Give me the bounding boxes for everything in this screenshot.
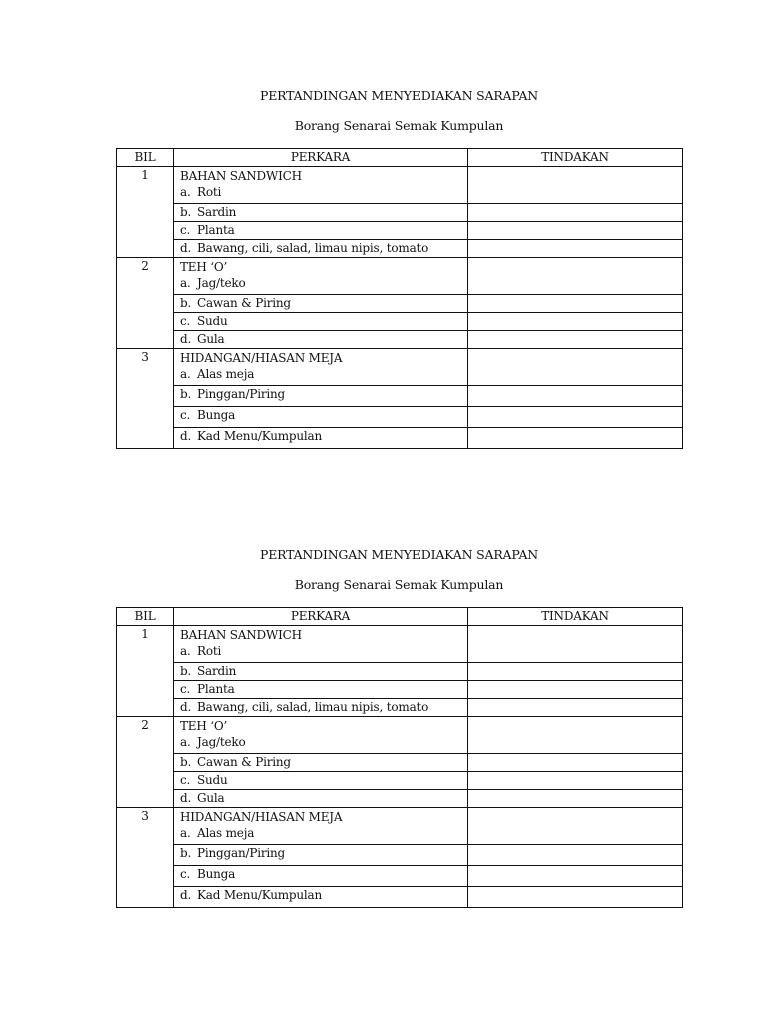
table-row <box>117 699 683 717</box>
group-heading: TEH ‘O’ <box>180 260 228 274</box>
table-row <box>117 845 683 866</box>
table-row <box>117 717 683 754</box>
tindakan-cell[interactable] <box>468 626 683 663</box>
item-cell <box>174 772 468 790</box>
item-cell <box>174 790 468 808</box>
checklist-table <box>116 148 683 449</box>
header-perkara: PERKARA <box>174 608 468 626</box>
item-text: Sardin <box>197 664 237 678</box>
form-title: PERTANDINGAN MENYEDIAKAN SARAPAN <box>259 88 539 103</box>
item-text: Bawang, cili, salad, limau nipis, tomato <box>197 241 429 255</box>
item-cell <box>174 240 468 258</box>
item-text: Bunga <box>197 867 236 881</box>
item-cell <box>174 887 468 908</box>
tindakan-cell[interactable] <box>468 204 683 222</box>
table-row <box>117 681 683 699</box>
item-text: Pinggan/Piring <box>197 846 286 860</box>
table-row <box>117 808 683 845</box>
item-text: Planta <box>197 223 235 237</box>
tindakan-cell[interactable] <box>468 386 683 407</box>
item-letter: a. <box>180 826 191 840</box>
bil-cell: 3 <box>117 349 174 449</box>
tindakan-cell[interactable] <box>468 699 683 717</box>
table-row <box>117 204 683 222</box>
table-row <box>117 754 683 772</box>
item-letter: b. <box>180 755 192 769</box>
tindakan-cell[interactable] <box>468 331 683 349</box>
table-row <box>117 663 683 681</box>
tindakan-cell[interactable] <box>468 845 683 866</box>
item-text: Pinggan/Piring <box>197 387 286 401</box>
tindakan-cell[interactable] <box>468 167 683 204</box>
tindakan-cell[interactable] <box>468 717 683 754</box>
item-text: Kad Menu/Kumpulan <box>197 429 323 443</box>
form-subtitle: Borang Senarai Semak Kumpulan <box>294 118 504 133</box>
item-text: Gula <box>197 332 225 346</box>
item-cell <box>174 845 468 866</box>
item-text: Kad Menu/Kumpulan <box>197 888 323 902</box>
item-letter: b. <box>180 664 192 678</box>
item-text: Planta <box>197 682 235 696</box>
table-row <box>117 772 683 790</box>
item-text: Gula <box>197 791 225 805</box>
item-letter: b. <box>180 387 192 401</box>
item-cell <box>174 808 468 845</box>
item-text: Sudu <box>197 773 228 787</box>
bil-cell: 3 <box>117 808 174 908</box>
item-text: Jag/teko <box>197 276 246 290</box>
item-letter: d. <box>180 332 192 346</box>
table-row <box>117 407 683 428</box>
bil-cell: 2 <box>117 258 174 349</box>
item-letter: a. <box>180 185 191 199</box>
item-cell <box>174 699 468 717</box>
item-cell <box>174 313 468 331</box>
table-header-row <box>117 608 683 626</box>
tindakan-cell[interactable] <box>468 240 683 258</box>
item-letter: d. <box>180 888 192 902</box>
item-cell <box>174 626 468 663</box>
header-bil: BIL <box>117 149 174 167</box>
item-letter: d. <box>180 700 192 714</box>
item-letter: d. <box>180 429 192 443</box>
bil-cell: 2 <box>117 717 174 808</box>
table-row <box>117 428 683 449</box>
item-letter: c. <box>180 682 191 696</box>
table-row <box>117 887 683 908</box>
item-text: Alas meja <box>197 826 255 840</box>
item-cell <box>174 386 468 407</box>
item-text: Sardin <box>197 205 237 219</box>
tindakan-cell[interactable] <box>468 313 683 331</box>
tindakan-cell[interactable] <box>468 681 683 699</box>
item-letter: a. <box>180 644 191 658</box>
item-cell <box>174 407 468 428</box>
item-cell <box>174 258 468 295</box>
item-text: Jag/teko <box>197 735 246 749</box>
tindakan-cell[interactable] <box>468 428 683 449</box>
item-letter: a. <box>180 367 191 381</box>
header-tindakan: TINDAKAN <box>468 608 683 626</box>
item-cell <box>174 717 468 754</box>
table-row <box>117 295 683 313</box>
table-header-row <box>117 149 683 167</box>
item-cell <box>174 331 468 349</box>
table-row <box>117 626 683 663</box>
header-perkara: PERKARA <box>174 149 468 167</box>
item-letter: c. <box>180 773 191 787</box>
item-letter: c. <box>180 408 191 422</box>
item-letter: c. <box>180 223 191 237</box>
table-row <box>117 167 683 204</box>
table-row <box>117 790 683 808</box>
item-text: Roti <box>197 644 222 658</box>
header-tindakan: TINDAKAN <box>468 149 683 167</box>
item-cell <box>174 349 468 386</box>
group-heading: BAHAN SANDWICH <box>180 169 302 183</box>
form-subtitle: Borang Senarai Semak Kumpulan <box>294 577 504 592</box>
tindakan-cell[interactable] <box>468 790 683 808</box>
table-row <box>117 313 683 331</box>
table-row <box>117 386 683 407</box>
item-text: Alas meja <box>197 367 255 381</box>
item-letter: b. <box>180 205 192 219</box>
bil-cell: 1 <box>117 626 174 717</box>
table-row <box>117 222 683 240</box>
item-letter: a. <box>180 276 191 290</box>
item-cell <box>174 663 468 681</box>
group-heading: HIDANGAN/HIASAN MEJA <box>180 351 343 365</box>
tindakan-cell[interactable] <box>468 772 683 790</box>
tindakan-cell[interactable] <box>468 295 683 313</box>
item-text: Roti <box>197 185 222 199</box>
item-letter: a. <box>180 735 191 749</box>
table-row <box>117 240 683 258</box>
item-letter: d. <box>180 791 192 805</box>
item-cell <box>174 428 468 449</box>
item-text: Cawan & Piring <box>197 755 291 769</box>
item-text: Sudu <box>197 314 228 328</box>
item-cell <box>174 681 468 699</box>
group-heading: TEH ‘O’ <box>180 719 228 733</box>
item-letter: b. <box>180 846 192 860</box>
tindakan-cell[interactable] <box>468 407 683 428</box>
table-row <box>117 349 683 386</box>
table-row <box>117 866 683 887</box>
checklist-form-1 <box>116 88 682 449</box>
group-heading: BAHAN SANDWICH <box>180 628 302 642</box>
tindakan-cell[interactable] <box>468 754 683 772</box>
item-cell <box>174 866 468 887</box>
item-letter: c. <box>180 314 191 328</box>
item-cell <box>174 754 468 772</box>
group-heading: HIDANGAN/HIASAN MEJA <box>180 810 343 824</box>
item-cell <box>174 295 468 313</box>
header-bil: BIL <box>117 608 174 626</box>
item-cell <box>174 167 468 204</box>
item-letter: d. <box>180 241 192 255</box>
checklist-table <box>116 607 683 908</box>
tindakan-cell[interactable] <box>468 349 683 386</box>
item-text: Bawang, cili, salad, limau nipis, tomato <box>197 700 429 714</box>
tindakan-cell[interactable] <box>468 887 683 908</box>
form-title: PERTANDINGAN MENYEDIAKAN SARAPAN <box>259 547 539 562</box>
tindakan-cell[interactable] <box>468 663 683 681</box>
table-row <box>117 258 683 295</box>
tindakan-cell[interactable] <box>468 808 683 845</box>
item-text: Cawan & Piring <box>197 296 291 310</box>
table-row <box>117 331 683 349</box>
item-letter: c. <box>180 867 191 881</box>
tindakan-cell[interactable] <box>468 866 683 887</box>
item-cell <box>174 204 468 222</box>
item-letter: b. <box>180 296 192 310</box>
bil-cell: 1 <box>117 167 174 258</box>
checklist-form-2 <box>116 547 682 908</box>
item-text: Bunga <box>197 408 236 422</box>
tindakan-cell[interactable] <box>468 258 683 295</box>
tindakan-cell[interactable] <box>468 222 683 240</box>
item-cell <box>174 222 468 240</box>
